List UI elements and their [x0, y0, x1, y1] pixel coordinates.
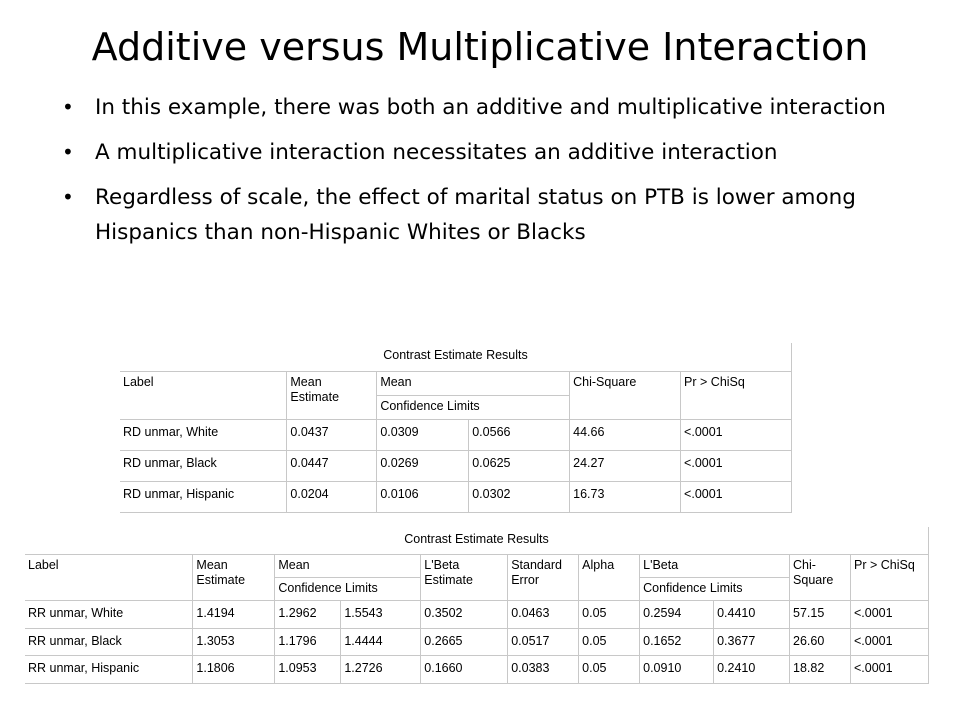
- cell-chi-square: 18.82: [790, 656, 851, 684]
- col-header-confidence-limits: Confidence Limits: [377, 395, 570, 419]
- cell-lbeta-estimate: 0.1660: [421, 656, 508, 684]
- cell-alpha: 0.05: [579, 601, 640, 629]
- col-header-chi-square: Chi-Square: [570, 371, 681, 419]
- bullet-list: [62, 90, 922, 260]
- cell-chi-square: 44.66: [570, 420, 681, 451]
- rr-contrast-table: [25, 527, 929, 684]
- cell-mean-estimate: 0.0447: [287, 451, 377, 482]
- cell-standard-error: 0.0463: [508, 601, 579, 629]
- cell-pr-chisq: <.0001: [681, 482, 792, 513]
- cell-lower-limit: 0.0106: [377, 482, 469, 513]
- cell-upper-limit: 1.4444: [341, 628, 421, 656]
- cell-lbeta-estimate: 0.3502: [421, 601, 508, 629]
- bullet-icon: •: [62, 185, 74, 209]
- cell-lbeta-lower: 0.2594: [640, 601, 714, 629]
- cell-label: RR unmar, White: [25, 601, 193, 629]
- cell-pr-chisq: <.0001: [681, 451, 792, 482]
- cell-label: RD unmar, Hispanic: [120, 482, 287, 513]
- cell-chi-square: 24.27: [570, 451, 681, 482]
- cell-chi-square: 57.15: [790, 601, 851, 629]
- slide-title: Additive versus Multiplicative Interaction: [91, 25, 869, 69]
- cell-pr-chisq: <.0001: [851, 628, 929, 656]
- cell-label: RD unmar, White: [120, 420, 287, 451]
- bullet-icon: •: [62, 140, 74, 164]
- cell-lower-limit: 1.1796: [275, 628, 341, 656]
- cell-lbeta-lower: 0.0910: [640, 656, 714, 684]
- cell-label: RD unmar, Black: [120, 451, 287, 482]
- cell-lower-limit: 1.0953: [275, 656, 341, 684]
- cell-standard-error: 0.0517: [508, 628, 579, 656]
- bullet-text: In this example, there was both an additive and multiplicative interaction: [95, 95, 886, 120]
- table-caption: Contrast Estimate Results: [25, 527, 929, 554]
- cell-alpha: 0.05: [579, 656, 640, 684]
- col-header-mean: Mean: [275, 554, 421, 577]
- col-header-alpha: Alpha: [579, 554, 640, 600]
- col-header-lbeta: L'Beta: [640, 554, 790, 577]
- cell-lower-limit: 0.0269: [377, 451, 469, 482]
- cell-upper-limit: 0.0566: [469, 420, 570, 451]
- cell-mean-estimate: 1.1806: [193, 656, 275, 684]
- cell-pr-chisq: <.0001: [681, 420, 792, 451]
- cell-lbeta-upper: 0.2410: [714, 656, 790, 684]
- cell-chi-square: 26.60: [790, 628, 851, 656]
- cell-standard-error: 0.0383: [508, 656, 579, 684]
- col-header-label: Label: [120, 371, 287, 419]
- cell-pr-chisq: <.0001: [851, 601, 929, 629]
- cell-mean-estimate: 0.0204: [287, 482, 377, 513]
- col-header-standard-error: Standard Error: [508, 554, 579, 600]
- cell-label: RR unmar, Hispanic: [25, 656, 193, 684]
- cell-chi-square: 16.73: [570, 482, 681, 513]
- cell-mean-estimate: 0.0437: [287, 420, 377, 451]
- cell-mean-estimate: 1.3053: [193, 628, 275, 656]
- cell-mean-estimate: 1.4194: [193, 601, 275, 629]
- cell-lbeta-upper: 0.4410: [714, 601, 790, 629]
- cell-upper-limit: 0.0302: [469, 482, 570, 513]
- cell-pr-chisq: <.0001: [851, 656, 929, 684]
- table-row: [25, 656, 929, 684]
- bullet-item: [62, 180, 922, 250]
- bullet-item: [62, 135, 922, 170]
- table-row: [120, 420, 792, 451]
- col-header-mean-estimate: Mean Estimate: [193, 554, 275, 600]
- table-row: [120, 451, 792, 482]
- col-header-pr-chisq: Pr > ChiSq: [681, 371, 792, 419]
- col-header-lbeta-confidence-limits: Confidence Limits: [640, 577, 790, 600]
- bullet-text: A multiplicative interaction necessitates an additive interaction: [95, 140, 778, 165]
- table-row: [25, 628, 929, 656]
- col-header-mean: Mean: [377, 371, 570, 395]
- cell-lbeta-upper: 0.3677: [714, 628, 790, 656]
- table-row: [25, 601, 929, 629]
- cell-upper-limit: 1.5543: [341, 601, 421, 629]
- cell-lower-limit: 1.2962: [275, 601, 341, 629]
- bullet-text: Regardless of scale, the effect of marital status on PTB is lower among Hispanics than non-Hispanic Whites or Blacks: [95, 185, 856, 245]
- cell-lower-limit: 0.0309: [377, 420, 469, 451]
- cell-label: RR unmar, Black: [25, 628, 193, 656]
- table-row: [120, 482, 792, 513]
- cell-upper-limit: 0.0625: [469, 451, 570, 482]
- col-header-confidence-limits: Confidence Limits: [275, 577, 421, 600]
- bullet-item: [62, 90, 922, 125]
- col-header-lbeta-estimate: L'Beta Estimate: [421, 554, 508, 600]
- cell-alpha: 0.05: [579, 628, 640, 656]
- cell-lbeta-lower: 0.1652: [640, 628, 714, 656]
- col-header-pr-chisq: Pr > ChiSq: [851, 554, 929, 600]
- bullet-icon: •: [62, 95, 74, 119]
- col-header-chi-square: Chi-Square: [790, 554, 851, 600]
- col-header-label: Label: [25, 554, 193, 600]
- cell-lbeta-estimate: 0.2665: [421, 628, 508, 656]
- col-header-mean-estimate: Mean Estimate: [287, 371, 377, 419]
- cell-upper-limit: 1.2726: [341, 656, 421, 684]
- rd-contrast-table: [120, 343, 792, 513]
- table-caption: Contrast Estimate Results: [120, 343, 792, 371]
